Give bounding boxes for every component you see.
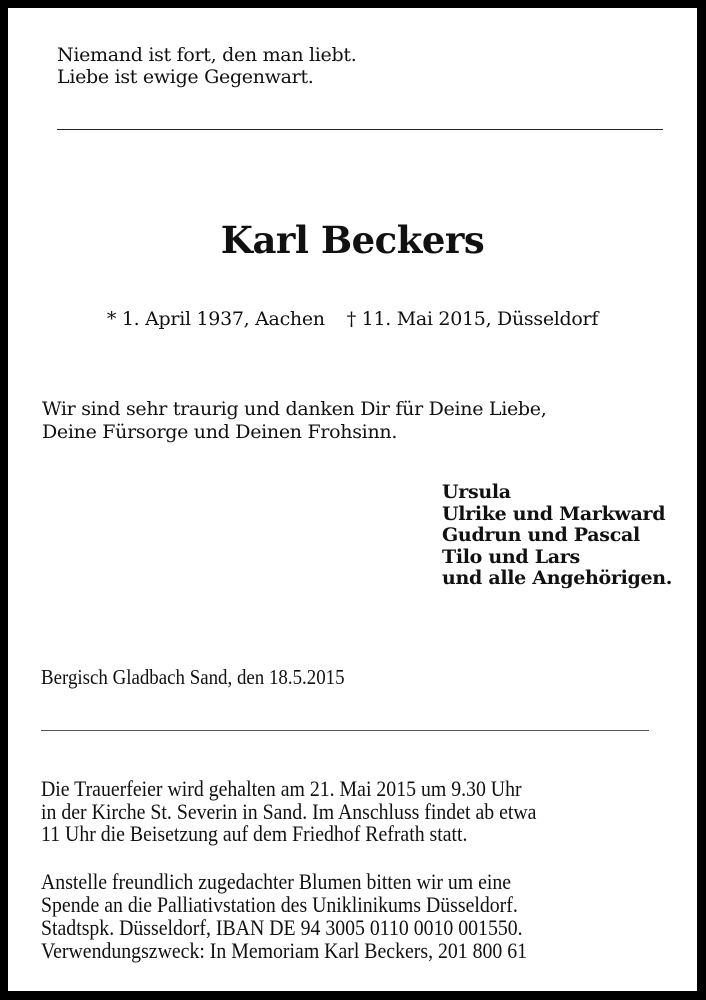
funeral-info	[41, 778, 536, 846]
motto-line: Niemand ist fort, den man liebt.	[57, 44, 357, 66]
birth-date: * 1. April 1937, Aachen	[106, 308, 325, 330]
divider-top	[57, 129, 663, 130]
funeral-line: 11 Uhr die Beisetzung auf dem Friedhof Refrath statt.	[41, 821, 468, 847]
obituary-notice	[8, 8, 697, 991]
donation-info	[41, 870, 527, 962]
thanks-line: Wir sind sehr traurig und danken Dir für Deine Liebe,	[42, 398, 547, 420]
deceased-name: Karl Beckers	[220, 218, 485, 262]
thanks-line: Deine Fürsorge und Deinen Frohsinn.	[42, 421, 398, 443]
motto-quote	[57, 44, 356, 88]
donation-line: Stadtspk. Düsseldorf, IBAN DE 94 3005 0110 0010 001550.	[41, 915, 523, 940]
funeral-line: in der Kirche St. Severin in Sand. Im Anschluss findet ab etwa	[41, 798, 537, 824]
donation-line: Verwendungszweck: In Memoriam Karl Beckers, 201 800 61	[41, 938, 528, 963]
motto-line: Liebe ist ewige Gegenwart.	[57, 66, 314, 88]
signers-list	[442, 482, 672, 590]
donation-line: Spende an die Palliativstation des Uniklinikums Düsseldorf.	[41, 892, 518, 917]
signer: Ursula	[442, 481, 511, 503]
life-dates	[8, 308, 697, 330]
signer: Ulrike und Markward	[442, 502, 666, 525]
thanks-text	[42, 398, 546, 444]
place-and-date: Bergisch Gladbach Sand, den 18.5.2015	[41, 665, 345, 689]
donation-line: Anstelle freundlich zugedachter Blumen bitten wir um eine	[41, 869, 512, 894]
divider-bottom	[41, 730, 649, 731]
signer: und alle Angehörigen.	[442, 567, 673, 589]
signer: Gudrun und Pascal	[442, 524, 640, 546]
death-date: † 11. Mai 2015, Düsseldorf	[346, 308, 599, 330]
funeral-line: Die Trauerfeier wird gehalten am 21. Mai 2015 um 9.30 Uhr	[41, 776, 522, 801]
signer: Tilo und Lars	[442, 545, 580, 568]
